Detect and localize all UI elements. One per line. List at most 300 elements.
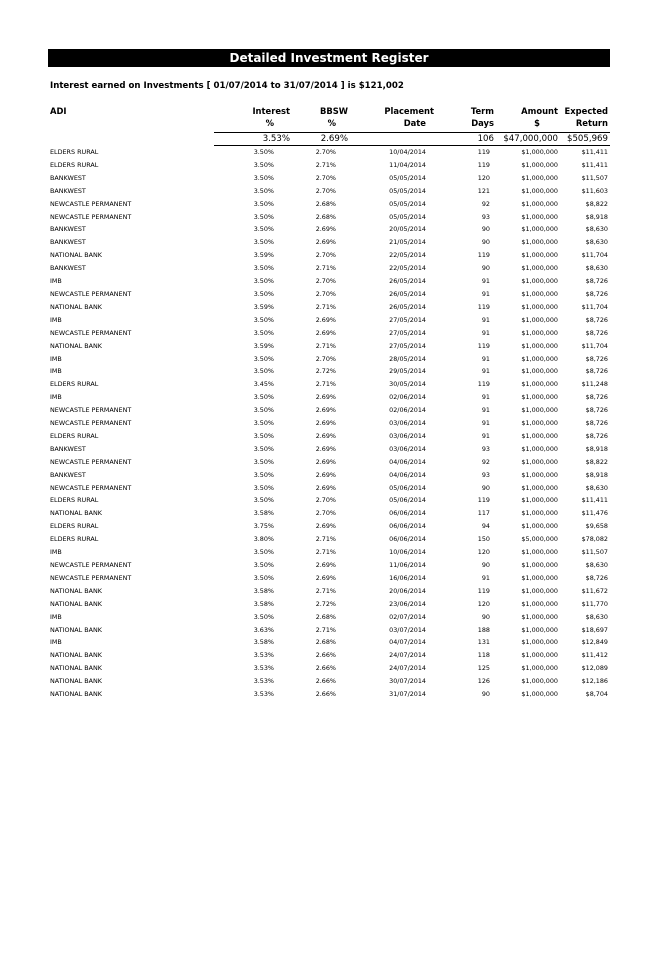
table-row bbox=[48, 236, 610, 249]
table-row bbox=[48, 456, 610, 469]
cell-interest: 3.50% bbox=[253, 483, 274, 492]
cell-amount: $5,000,000 bbox=[521, 535, 558, 544]
cell-expected-return: $78,082 bbox=[581, 535, 608, 544]
header-term: Term bbox=[470, 106, 494, 116]
cell-term-days: 119 bbox=[477, 251, 490, 260]
cell-interest: 3.50% bbox=[253, 277, 274, 286]
cell-adi: NATIONAL BANK bbox=[50, 677, 102, 686]
header-adi: ADI bbox=[50, 106, 67, 116]
table-row bbox=[48, 559, 610, 572]
cell-placement-date: 26/05/2014 bbox=[389, 289, 426, 298]
cell-amount: $1,000,000 bbox=[521, 599, 558, 608]
cell-term-days: 150 bbox=[477, 535, 490, 544]
table-row bbox=[48, 482, 610, 495]
cell-placement-date: 05/05/2014 bbox=[389, 186, 426, 195]
cell-interest: 3.50% bbox=[253, 561, 274, 569]
cell-expected-return: $11,412 bbox=[581, 651, 608, 660]
cell-adi: BANKWEST bbox=[50, 173, 86, 182]
cell-term-days: 91 bbox=[481, 328, 490, 337]
cell-bbsw: 2.71% bbox=[315, 160, 336, 169]
cell-amount: $1,000,000 bbox=[521, 148, 558, 156]
cell-placement-date: 10/06/2014 bbox=[389, 548, 426, 557]
cell-adi: ELDERS RURAL bbox=[50, 496, 99, 505]
cell-expected-return: $12,186 bbox=[581, 677, 608, 686]
cell-interest: 3.50% bbox=[253, 160, 274, 169]
cell-interest: 3.50% bbox=[253, 457, 274, 466]
cell-placement-date: 21/05/2014 bbox=[389, 238, 426, 247]
total-interest: 3.53% bbox=[214, 133, 292, 146]
cell-term-days: 120 bbox=[477, 173, 490, 182]
table-row bbox=[48, 469, 610, 482]
cell-expected-return: $8,822 bbox=[585, 199, 608, 208]
cell-interest: 3.50% bbox=[253, 289, 274, 298]
cell-interest: 3.50% bbox=[253, 148, 274, 156]
table-row bbox=[48, 146, 610, 159]
cell-term-days: 91 bbox=[481, 277, 490, 286]
header-adi-blank bbox=[48, 118, 214, 133]
cell-term-days: 91 bbox=[481, 419, 490, 428]
cell-expected-return: $8,726 bbox=[585, 328, 608, 337]
cell-bbsw: 2.68% bbox=[315, 638, 336, 647]
cell-amount: $1,000,000 bbox=[521, 251, 558, 260]
cell-term-days: 91 bbox=[481, 393, 490, 402]
cell-expected-return: $11,672 bbox=[581, 586, 608, 595]
cell-term-days: 90 bbox=[481, 238, 490, 247]
cell-bbsw: 2.70% bbox=[315, 496, 336, 505]
totals-label-blank bbox=[48, 133, 214, 146]
cell-expected-return: $8,630 bbox=[585, 483, 608, 492]
cell-expected-return: $8,918 bbox=[585, 470, 608, 479]
cell-placement-date: 02/07/2014 bbox=[389, 612, 426, 621]
cell-amount: $1,000,000 bbox=[521, 277, 558, 286]
cell-bbsw: 2.70% bbox=[315, 277, 336, 286]
cell-term-days: 91 bbox=[481, 354, 490, 363]
cell-interest: 3.50% bbox=[253, 367, 274, 376]
cell-bbsw: 2.66% bbox=[315, 651, 336, 660]
cell-interest: 3.58% bbox=[253, 638, 274, 647]
table-row bbox=[48, 404, 610, 417]
cell-term-days: 117 bbox=[477, 509, 490, 518]
cell-expected-return: $11,411 bbox=[581, 160, 608, 169]
cell-placement-date: 05/06/2014 bbox=[389, 496, 426, 505]
cell-placement-date: 24/07/2014 bbox=[389, 651, 426, 660]
cell-expected-return: $11,603 bbox=[581, 186, 608, 195]
cell-amount: $1,000,000 bbox=[521, 470, 558, 479]
cell-expected-return: $8,918 bbox=[585, 212, 608, 221]
cell-amount: $1,000,000 bbox=[521, 677, 558, 686]
cell-bbsw: 2.71% bbox=[315, 264, 336, 273]
cell-expected-return: $8,630 bbox=[585, 225, 608, 234]
cell-placement-date: 03/06/2014 bbox=[389, 431, 426, 440]
cell-adi: NEWCASTLE PERMANENT bbox=[50, 457, 132, 466]
cell-adi: ELDERS RURAL bbox=[50, 535, 99, 544]
cell-expected-return: $8,726 bbox=[585, 406, 608, 415]
table-row bbox=[48, 598, 610, 611]
table-row bbox=[48, 572, 610, 585]
table-row bbox=[48, 275, 610, 288]
cell-amount: $1,000,000 bbox=[521, 522, 558, 531]
cell-placement-date: 28/05/2014 bbox=[389, 354, 426, 363]
table-row bbox=[48, 211, 610, 224]
cell-expected-return: $8,726 bbox=[585, 573, 608, 582]
header-amount-unit: $ bbox=[534, 118, 540, 128]
table-row bbox=[48, 288, 610, 301]
cell-bbsw: 2.68% bbox=[315, 199, 336, 208]
cell-expected-return: $8,630 bbox=[585, 238, 608, 247]
cell-amount: $1,000,000 bbox=[521, 173, 558, 182]
cell-bbsw: 2.71% bbox=[315, 302, 336, 311]
cell-term-days: 120 bbox=[477, 599, 490, 608]
cell-interest: 3.50% bbox=[253, 496, 274, 505]
cell-interest: 3.58% bbox=[253, 586, 274, 595]
cell-placement-date: 02/06/2014 bbox=[389, 406, 426, 415]
cell-expected-return: $8,726 bbox=[585, 289, 608, 298]
cell-interest: 3.50% bbox=[253, 393, 274, 402]
cell-term-days: 91 bbox=[481, 406, 490, 415]
table-row bbox=[48, 675, 610, 688]
cell-expected-return: $11,704 bbox=[581, 302, 608, 311]
cell-placement-date: 04/07/2014 bbox=[389, 638, 426, 647]
cell-term-days: 188 bbox=[477, 625, 490, 634]
cell-interest: 3.50% bbox=[253, 238, 274, 247]
cell-term-days: 118 bbox=[477, 651, 490, 660]
table-row bbox=[48, 507, 610, 520]
cell-amount: $1,000,000 bbox=[521, 160, 558, 169]
cell-amount: $1,000,000 bbox=[521, 341, 558, 350]
cell-placement-date: 26/05/2014 bbox=[389, 302, 426, 311]
cell-interest: 3.50% bbox=[253, 186, 274, 195]
table-row bbox=[48, 662, 610, 675]
total-amount: $47,000,000 bbox=[496, 133, 560, 146]
cell-amount: $1,000,000 bbox=[521, 328, 558, 337]
cell-bbsw: 2.71% bbox=[315, 586, 336, 595]
cell-adi: NEWCASTLE PERMANENT bbox=[50, 573, 132, 582]
cell-placement-date: 03/06/2014 bbox=[389, 444, 426, 453]
cell-amount: $1,000,000 bbox=[521, 561, 558, 569]
cell-adi: NEWCASTLE PERMANENT bbox=[50, 328, 132, 337]
cell-expected-return: $11,476 bbox=[581, 509, 608, 518]
cell-expected-return: $8,630 bbox=[585, 612, 608, 621]
cell-placement-date: 30/07/2014 bbox=[389, 677, 426, 686]
cell-adi: ELDERS RURAL bbox=[50, 160, 99, 169]
cell-adi: NATIONAL BANK bbox=[50, 651, 102, 660]
cell-interest: 3.50% bbox=[253, 431, 274, 440]
cell-bbsw: 2.71% bbox=[315, 625, 336, 634]
cell-adi: BANKWEST bbox=[50, 264, 86, 273]
cell-placement-date: 20/05/2014 bbox=[389, 225, 426, 234]
cell-expected-return: $8,726 bbox=[585, 393, 608, 402]
cell-amount: $1,000,000 bbox=[521, 483, 558, 492]
cell-bbsw: 2.72% bbox=[315, 367, 336, 376]
table-row bbox=[48, 262, 610, 275]
table-row bbox=[48, 391, 610, 404]
cell-adi: IMB bbox=[50, 612, 62, 621]
cell-interest: 3.50% bbox=[253, 354, 274, 363]
cell-bbsw: 2.71% bbox=[315, 535, 336, 544]
cell-adi: ELDERS RURAL bbox=[50, 380, 99, 389]
cell-placement-date: 05/05/2014 bbox=[389, 212, 426, 221]
cell-interest: 3.75% bbox=[253, 522, 274, 531]
cell-adi: NEWCASTLE PERMANENT bbox=[50, 199, 132, 208]
cell-term-days: 119 bbox=[477, 148, 490, 156]
cell-term-days: 119 bbox=[477, 380, 490, 389]
cell-bbsw: 2.69% bbox=[315, 406, 336, 415]
cell-amount: $1,000,000 bbox=[521, 690, 558, 699]
cell-term-days: 120 bbox=[477, 548, 490, 557]
cell-bbsw: 2.69% bbox=[315, 483, 336, 492]
cell-adi: ELDERS RURAL bbox=[50, 147, 99, 156]
cell-placement-date: 03/06/2014 bbox=[389, 419, 426, 428]
cell-term-days: 90 bbox=[481, 225, 490, 234]
cell-amount: $1,000,000 bbox=[521, 457, 558, 466]
cell-amount: $1,000,000 bbox=[521, 625, 558, 634]
cell-adi: IMB bbox=[50, 277, 62, 286]
cell-interest: 3.50% bbox=[253, 315, 274, 324]
header-return: Expected bbox=[564, 106, 608, 116]
cell-expected-return: $8,704 bbox=[585, 690, 608, 699]
table-row bbox=[48, 249, 610, 262]
cell-adi: NATIONAL BANK bbox=[50, 664, 102, 673]
cell-expected-return: $8,822 bbox=[585, 457, 608, 466]
cell-bbsw: 2.69% bbox=[315, 238, 336, 247]
cell-term-days: 93 bbox=[481, 444, 490, 453]
cell-interest: 3.53% bbox=[253, 677, 274, 686]
cell-adi: NEWCASTLE PERMANENT bbox=[50, 406, 132, 415]
table-row bbox=[48, 185, 610, 198]
cell-bbsw: 2.69% bbox=[315, 315, 336, 324]
cell-adi: ELDERS RURAL bbox=[50, 431, 99, 440]
cell-placement-date: 24/07/2014 bbox=[389, 664, 426, 673]
cell-expected-return: $8,726 bbox=[585, 315, 608, 324]
table-row bbox=[48, 198, 610, 211]
cell-interest: 3.50% bbox=[253, 225, 274, 234]
cell-bbsw: 2.70% bbox=[315, 289, 336, 298]
header-interest: Interest bbox=[252, 106, 290, 116]
cell-expected-return: $8,630 bbox=[585, 561, 608, 569]
cell-expected-return: $11,411 bbox=[581, 148, 608, 156]
cell-placement-date: 05/06/2014 bbox=[389, 483, 426, 492]
cell-interest: 3.50% bbox=[253, 173, 274, 182]
cell-adi: ELDERS RURAL bbox=[50, 522, 99, 531]
cell-placement-date: 06/06/2014 bbox=[389, 522, 426, 531]
cell-placement-date: 16/06/2014 bbox=[389, 573, 426, 582]
cell-placement-date: 04/06/2014 bbox=[389, 470, 426, 479]
cell-interest: 3.59% bbox=[253, 302, 274, 311]
cell-interest: 3.50% bbox=[253, 264, 274, 273]
header-placement: Placement bbox=[384, 106, 434, 116]
cell-amount: $1,000,000 bbox=[521, 199, 558, 208]
cell-bbsw: 2.71% bbox=[315, 380, 336, 389]
cell-adi: NEWCASTLE PERMANENT bbox=[50, 212, 132, 221]
cell-placement-date: 05/05/2014 bbox=[389, 199, 426, 208]
cell-term-days: 90 bbox=[481, 690, 490, 699]
cell-placement-date: 03/07/2014 bbox=[389, 625, 426, 634]
cell-amount: $1,000,000 bbox=[521, 638, 558, 647]
cell-amount: $1,000,000 bbox=[521, 651, 558, 660]
cell-expected-return: $12,849 bbox=[581, 638, 608, 647]
cell-placement-date: 30/05/2014 bbox=[389, 380, 426, 389]
cell-amount: $1,000,000 bbox=[521, 289, 558, 298]
cell-expected-return: $11,770 bbox=[581, 599, 608, 608]
cell-placement-date: 04/06/2014 bbox=[389, 457, 426, 466]
table-row bbox=[48, 378, 610, 391]
cell-term-days: 90 bbox=[481, 561, 490, 569]
cell-adi: IMB bbox=[50, 638, 62, 647]
table-row bbox=[48, 649, 610, 662]
cell-adi: IMB bbox=[50, 393, 62, 402]
cell-interest: 3.50% bbox=[253, 612, 274, 621]
cell-adi: BANKWEST bbox=[50, 238, 86, 247]
total-term: 106 bbox=[436, 133, 496, 146]
cell-interest: 3.50% bbox=[253, 573, 274, 582]
cell-term-days: 91 bbox=[481, 367, 490, 376]
table-row bbox=[48, 533, 610, 546]
cell-bbsw: 2.68% bbox=[315, 612, 336, 621]
cell-bbsw: 2.66% bbox=[315, 664, 336, 673]
cell-adi: NEWCASTLE PERMANENT bbox=[50, 419, 132, 428]
cell-expected-return: $18,697 bbox=[581, 625, 608, 634]
cell-interest: 3.50% bbox=[253, 199, 274, 208]
table-row bbox=[48, 159, 610, 172]
cell-amount: $1,000,000 bbox=[521, 612, 558, 621]
cell-bbsw: 2.70% bbox=[315, 186, 336, 195]
cell-placement-date: 29/05/2014 bbox=[389, 367, 426, 376]
cell-expected-return: $11,704 bbox=[581, 341, 608, 350]
cell-interest: 3.59% bbox=[253, 341, 274, 350]
cell-adi: BANKWEST bbox=[50, 225, 86, 234]
cell-adi: BANKWEST bbox=[50, 444, 86, 453]
table-row bbox=[48, 585, 610, 598]
cell-placement-date: 26/05/2014 bbox=[389, 277, 426, 286]
cell-placement-date: 31/07/2014 bbox=[389, 690, 426, 699]
cell-amount: $1,000,000 bbox=[521, 354, 558, 363]
cell-expected-return: $11,248 bbox=[581, 380, 608, 389]
cell-bbsw: 2.71% bbox=[315, 341, 336, 350]
cell-amount: $1,000,000 bbox=[521, 367, 558, 376]
cell-placement-date: 27/05/2014 bbox=[389, 341, 426, 350]
cell-bbsw: 2.69% bbox=[315, 561, 336, 569]
cell-bbsw: 2.71% bbox=[315, 548, 336, 557]
cell-term-days: 91 bbox=[481, 315, 490, 324]
cell-adi: NEWCASTLE PERMANENT bbox=[50, 483, 132, 492]
table-row bbox=[48, 546, 610, 559]
cell-bbsw: 2.69% bbox=[315, 225, 336, 234]
cell-bbsw: 2.70% bbox=[315, 251, 336, 260]
interest-summary: Interest earned on Investments [ 01/07/2014 to 31/07/2014 ] is $121,002 bbox=[50, 81, 404, 91]
cell-amount: $1,000,000 bbox=[521, 573, 558, 582]
total-return: $505,969 bbox=[560, 133, 610, 146]
cell-amount: $1,000,000 bbox=[521, 419, 558, 428]
cell-interest: 3.50% bbox=[253, 406, 274, 415]
cell-amount: $1,000,000 bbox=[521, 264, 558, 273]
cell-amount: $1,000,000 bbox=[521, 380, 558, 389]
table-row bbox=[48, 494, 610, 507]
header-bbsw-unit: % bbox=[327, 118, 336, 128]
header-bbsw: BBSW bbox=[319, 106, 348, 116]
cell-term-days: 91 bbox=[481, 289, 490, 298]
cell-bbsw: 2.69% bbox=[315, 522, 336, 531]
cell-term-days: 126 bbox=[477, 677, 490, 686]
cell-term-days: 93 bbox=[481, 212, 490, 221]
header-term-unit: Days bbox=[471, 118, 494, 128]
cell-placement-date: 10/04/2014 bbox=[389, 148, 426, 156]
cell-placement-date: 22/05/2014 bbox=[389, 251, 426, 260]
cell-interest: 3.45% bbox=[253, 380, 274, 389]
cell-interest: 3.80% bbox=[253, 535, 274, 544]
table-row bbox=[48, 688, 610, 701]
cell-bbsw: 2.66% bbox=[315, 677, 336, 686]
cell-expected-return: $11,704 bbox=[581, 251, 608, 260]
cell-amount: $1,000,000 bbox=[521, 302, 558, 311]
cell-interest: 3.53% bbox=[253, 690, 274, 699]
cell-amount: $1,000,000 bbox=[521, 509, 558, 518]
table-row bbox=[48, 353, 610, 366]
header-amount: Amount bbox=[521, 106, 558, 116]
cell-bbsw: 2.70% bbox=[315, 354, 336, 363]
totals-row bbox=[48, 133, 610, 146]
cell-adi: NATIONAL BANK bbox=[50, 690, 102, 699]
cell-adi: NATIONAL BANK bbox=[50, 251, 102, 260]
table-row bbox=[48, 340, 610, 353]
cell-adi: IMB bbox=[50, 354, 62, 363]
cell-interest: 3.50% bbox=[253, 212, 274, 221]
cell-amount: $1,000,000 bbox=[521, 586, 558, 595]
cell-amount: $1,000,000 bbox=[521, 548, 558, 557]
cell-expected-return: $8,630 bbox=[585, 264, 608, 273]
cell-term-days: 90 bbox=[481, 264, 490, 273]
cell-interest: 3.50% bbox=[253, 548, 274, 557]
cell-term-days: 91 bbox=[481, 431, 490, 440]
cell-bbsw: 2.69% bbox=[315, 444, 336, 453]
cell-amount: $1,000,000 bbox=[521, 664, 558, 673]
cell-bbsw: 2.70% bbox=[315, 509, 336, 518]
cell-adi: IMB bbox=[50, 548, 62, 557]
cell-bbsw: 2.69% bbox=[315, 457, 336, 466]
cell-interest: 3.58% bbox=[253, 599, 274, 608]
cell-amount: $1,000,000 bbox=[521, 444, 558, 453]
cell-adi: NATIONAL BANK bbox=[50, 586, 102, 595]
cell-expected-return: $11,507 bbox=[581, 548, 608, 557]
cell-expected-return: $8,726 bbox=[585, 419, 608, 428]
cell-expected-return: $11,411 bbox=[581, 496, 608, 505]
page-title: Detailed Investment Register bbox=[48, 49, 610, 67]
table-row bbox=[48, 624, 610, 637]
cell-interest: 3.63% bbox=[253, 625, 274, 634]
header-return-unit: Return bbox=[575, 118, 608, 128]
cell-term-days: 125 bbox=[477, 664, 490, 673]
cell-term-days: 119 bbox=[477, 496, 490, 505]
cell-interest: 3.50% bbox=[253, 419, 274, 428]
cell-amount: $1,000,000 bbox=[521, 225, 558, 234]
cell-interest: 3.59% bbox=[253, 251, 274, 260]
table-row bbox=[48, 520, 610, 533]
table-row bbox=[48, 327, 610, 340]
cell-adi: NEWCASTLE PERMANENT bbox=[50, 561, 132, 569]
cell-placement-date: 11/04/2014 bbox=[389, 160, 426, 169]
cell-placement-date: 22/05/2014 bbox=[389, 264, 426, 273]
cell-adi: NATIONAL BANK bbox=[50, 341, 102, 350]
table-row bbox=[48, 443, 610, 456]
cell-expected-return: $11,507 bbox=[581, 173, 608, 182]
cell-term-days: 90 bbox=[481, 612, 490, 621]
cell-term-days: 119 bbox=[477, 586, 490, 595]
cell-bbsw: 2.69% bbox=[315, 573, 336, 582]
cell-placement-date: 06/06/2014 bbox=[389, 509, 426, 518]
cell-expected-return: $8,726 bbox=[585, 431, 608, 440]
cell-term-days: 92 bbox=[481, 457, 490, 466]
cell-amount: $1,000,000 bbox=[521, 238, 558, 247]
cell-placement-date: 23/06/2014 bbox=[389, 599, 426, 608]
